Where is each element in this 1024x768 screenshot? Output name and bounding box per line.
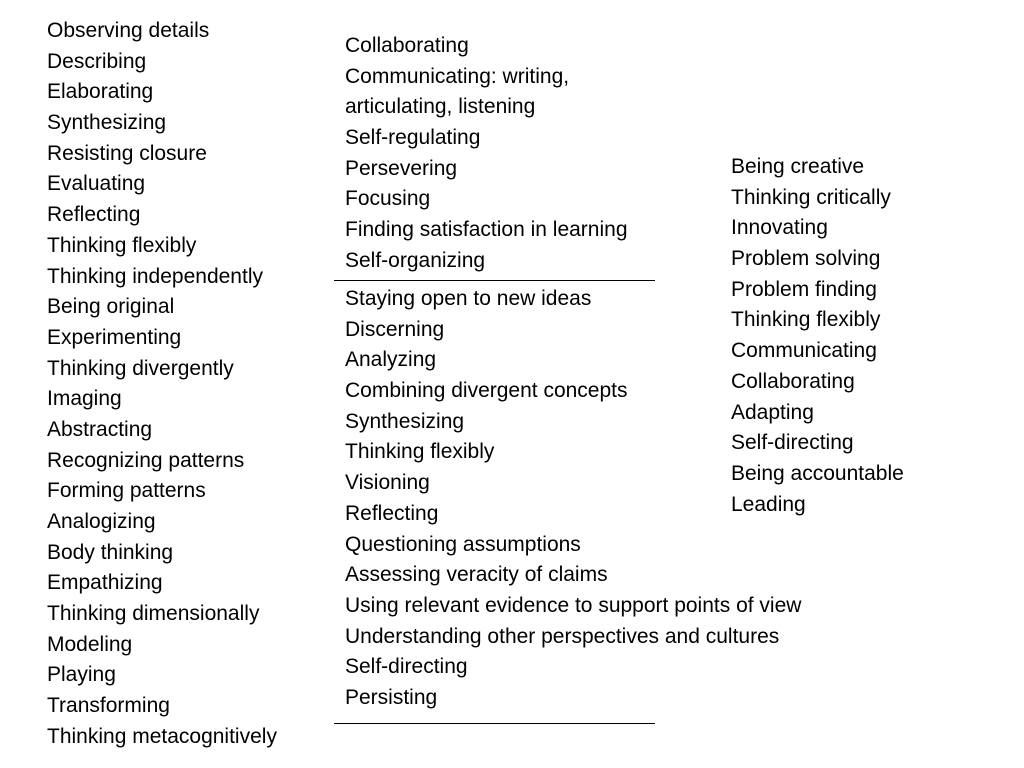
list-item: Combining divergent concepts [345, 379, 628, 403]
list-item: Focusing [345, 187, 431, 211]
list-item: Resisting closure [47, 141, 207, 165]
list-item: Collaborating [345, 34, 469, 57]
list-item: Evaluating [47, 172, 146, 196]
list-item: Self-directing [345, 655, 468, 679]
list-item: Using relevant evidence to support points of view [345, 593, 802, 617]
list-item: Discerning [345, 317, 445, 341]
list-item: Assessing veracity of claims [345, 563, 608, 587]
list-item: Imaging [47, 387, 122, 411]
list-item: Thinking dimensionally [47, 602, 260, 626]
list-item: Questioning assumptions [345, 532, 581, 556]
list-item: Persisting [345, 685, 438, 709]
list-item: Self-regulating [345, 126, 481, 150]
list-item: Thinking flexibly [47, 233, 197, 257]
list-item: Thinking independently [47, 264, 263, 288]
list-item: Problem finding [731, 277, 877, 301]
list-item: Observing details [47, 19, 210, 42]
list-item: articulating, listening [345, 95, 536, 119]
list-item: Recognizing patterns [47, 448, 245, 472]
list-item: Thinking flexibly [731, 308, 881, 332]
list-item: Playing [47, 663, 116, 687]
list-item: Modeling [47, 632, 133, 656]
list-item: Communicating: writing, [345, 64, 570, 88]
list-item: Finding satisfaction in learning [345, 218, 628, 242]
list-item: Persevering [345, 156, 458, 180]
list-item: Collaborating [731, 369, 855, 393]
list-item: Being accountable [731, 461, 904, 485]
list-item: Analogizing [47, 510, 156, 533]
divider [334, 723, 655, 724]
list-item: Self-directing [731, 431, 854, 455]
list-item: Visioning [345, 471, 430, 495]
list-item: Synthesizing [47, 111, 167, 135]
divider [334, 280, 655, 281]
list-item: Describing [47, 49, 147, 73]
list-item: Problem solving [731, 247, 881, 271]
list-item: Communicating [731, 339, 877, 363]
list-item: Understanding other perspectives and cultures [345, 624, 780, 648]
list-item: Reflecting [47, 203, 141, 227]
middle-top-skills-list [345, 31, 628, 277]
list-item: Thinking metacognitively [47, 724, 277, 748]
list-item: Being original [47, 295, 175, 319]
list-item: Reflecting [345, 501, 439, 525]
list-item: Innovating [731, 216, 828, 240]
list-item: Staying open to new ideas [345, 287, 592, 310]
list-item: Elaborating [47, 80, 154, 104]
list-item: Self-organizing [345, 248, 486, 272]
list-item: Being creative [731, 155, 865, 178]
list-item: Leading [731, 492, 806, 516]
list-item: Empathizing [47, 571, 163, 595]
left-skills-list [47, 16, 277, 753]
list-item: Thinking flexibly [345, 440, 495, 464]
right-skills-list [731, 152, 904, 520]
list-item: Body thinking [47, 540, 174, 564]
list-item: Abstracting [47, 417, 153, 441]
list-item: Experimenting [47, 325, 182, 349]
list-item: Thinking divergently [47, 356, 234, 380]
list-item: Analyzing [345, 348, 437, 372]
list-item: Synthesizing [345, 409, 465, 433]
list-item: Adapting [731, 400, 814, 424]
list-item: Transforming [47, 694, 170, 718]
list-item: Forming patterns [47, 479, 206, 503]
list-item: Thinking critically [731, 185, 891, 209]
